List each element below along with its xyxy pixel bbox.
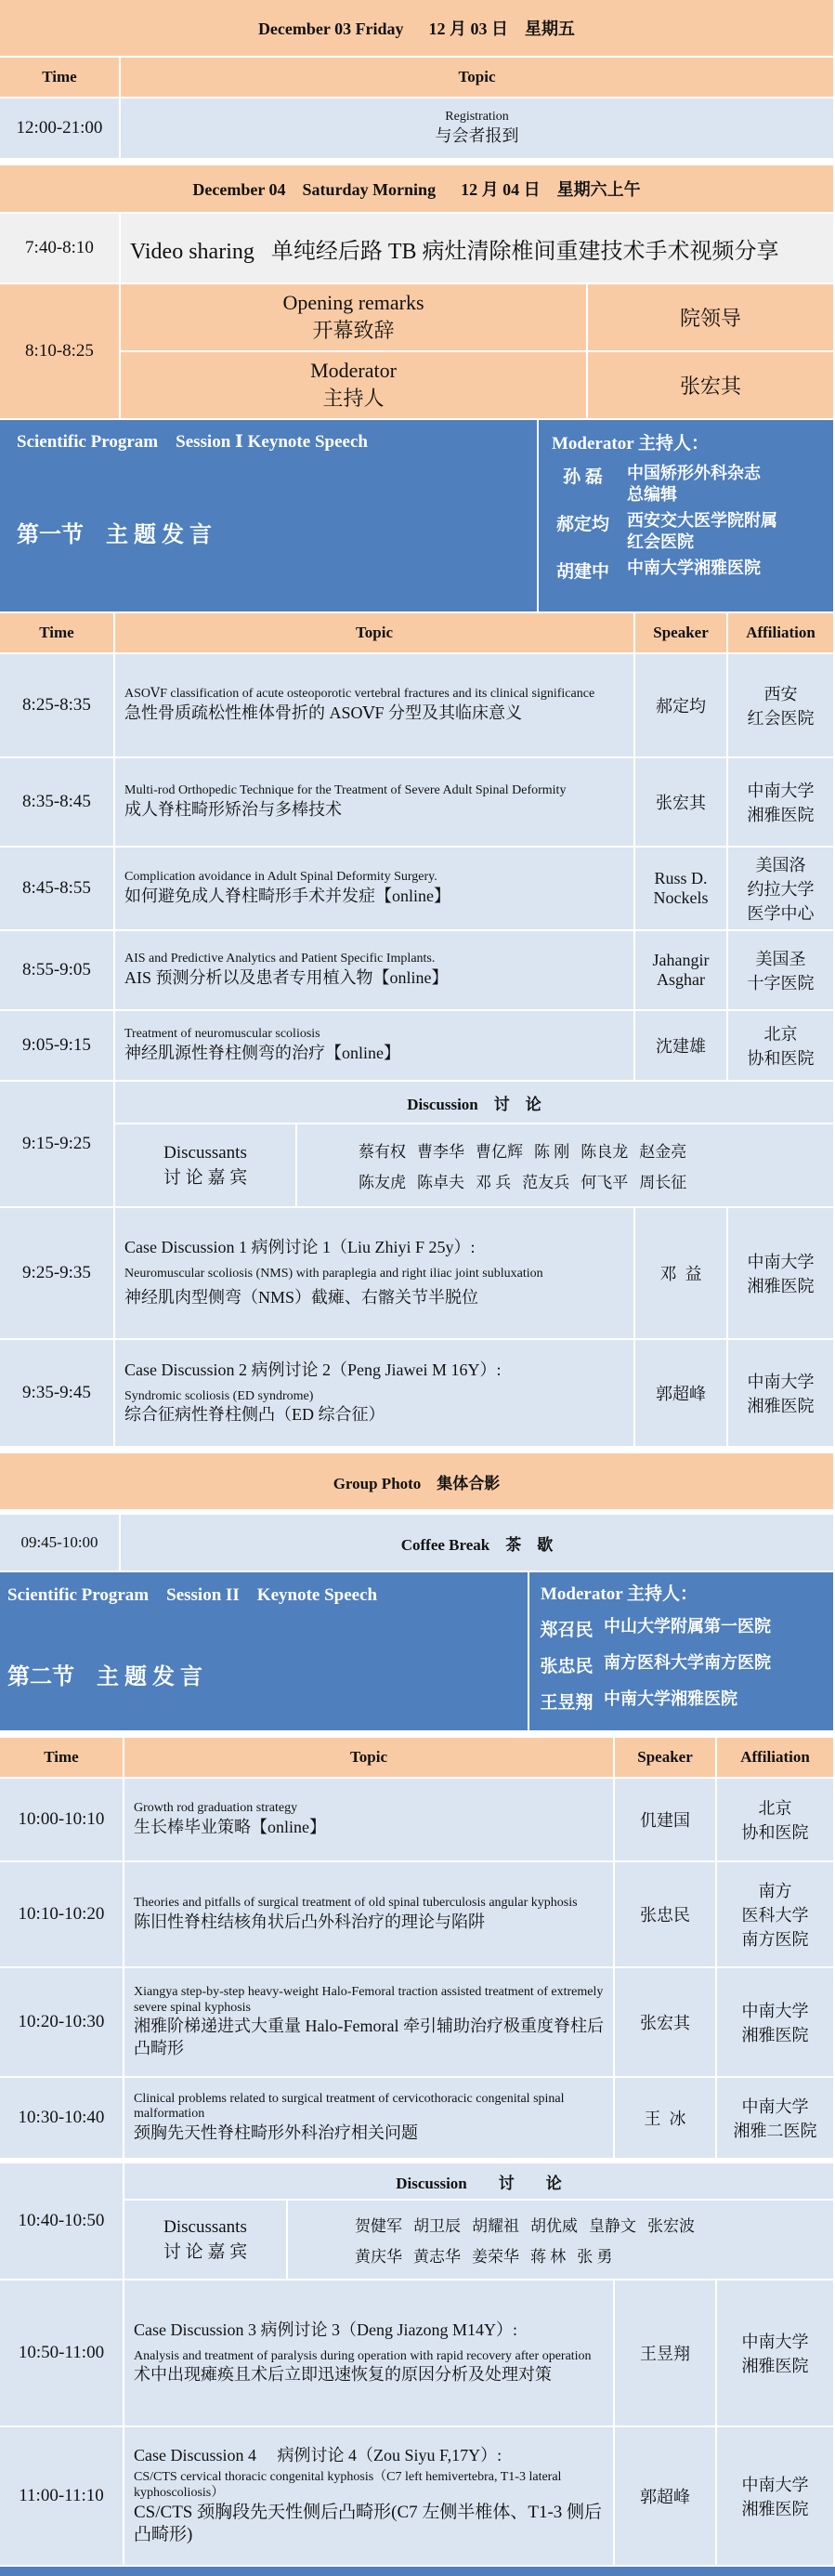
talk-topic: AIS and Predictive Analytics and Patient Specific Implants. AIS 预测分析以及患者专用植入物【online】 — [115, 931, 635, 1011]
opening-moderator-person: 张宏其 — [588, 352, 835, 420]
talk-topic: Multi-rod Orthopedic Technique for the Treatment of Severe Adult Spinal Deformity 成人脊柱畸形矫治与多棒技术 — [115, 758, 635, 848]
discussion-time: 9:15-9:25 — [0, 1082, 115, 1208]
case-speaker: 王昱翔 — [615, 2280, 717, 2427]
session1-moderators: Moderator 主持人： 孙 磊 中国矫形外科杂志 总编辑 郝定均 西安交大医学院附属 红会医院 胡建中 中南大学湘雅医院 — [539, 420, 835, 613]
s1-header-speaker: Speaker — [635, 613, 728, 654]
talk-affiliation: 北京 协和医院 — [728, 1011, 835, 1082]
talk-affiliation: 西安 红会医院 — [728, 654, 835, 758]
day2-date-header: December 04 Saturday Morning 12 月 04 日 星期六上午 — [0, 165, 835, 214]
s2-header-time: Time — [0, 1738, 124, 1779]
discussants-label: Discussants 讨 论 嘉 宾 — [124, 2201, 288, 2280]
talk-time: 10:10-10:20 — [0, 1862, 124, 1968]
moderator-1: 郑召民 中山大学附属第一医院 — [540, 1617, 771, 1640]
discussants-label: Discussants 讨 论 嘉 宾 — [115, 1124, 297, 1208]
case-topic: Case Discussion 1 病例讨论 1（Liu Zhiyi F 25y）: Neuromuscular scoliosis (NMS) with paraplegia and right iliac joint subluxation 神经肌肉型侧弯（NMS）截瘫、右髂关节半脱位 — [115, 1208, 635, 1340]
talk-affiliation: 中南大学 湘雅二医院 — [717, 2078, 835, 2160]
video-topic: Video sharing 单纯经后路 TB 病灶清除椎间重建技术手术视频分享 — [121, 214, 835, 284]
talk-time: 8:45-8:55 — [0, 848, 115, 931]
talk-speaker: 张宏其 — [615, 1968, 717, 2078]
talk-speaker: Russ D. Nockels — [635, 848, 728, 931]
case-affiliation: 中南大学 湘雅医院 — [717, 2427, 835, 2567]
opening-remarks: Opening remarks 开幕致辞 — [121, 284, 588, 352]
case-speaker: 邓 益 — [635, 1208, 728, 1340]
case-speaker: 郭超峰 — [635, 1340, 728, 1448]
s1-header-topic: Topic — [115, 613, 635, 654]
case-affiliation: 中南大学 湘雅医院 — [717, 2280, 835, 2427]
moderator-2: 张忠民 南方医科大学南方医院 — [540, 1653, 771, 1676]
discussion-title: Discussion 讨 论 — [124, 2163, 835, 2201]
talk-affiliation: 美国洛 约拉大学 医学中心 — [728, 848, 835, 931]
opening-moderator: Moderator 主持人 — [121, 352, 588, 420]
talk-speaker: Jahangir Asghar — [635, 931, 728, 1011]
video-time: 7:40-8:10 — [0, 214, 121, 284]
s1-header-time: Time — [0, 613, 115, 654]
group-photo: Group Photo 集体合影 — [0, 1453, 835, 1511]
discussion-title: Discussion 讨 论 — [115, 1082, 835, 1124]
case-time: 11:00-11:10 — [0, 2427, 124, 2567]
registration-time: 12:00-21:00 — [0, 99, 121, 160]
session2-title: Scientific Program Session II Keynote Speech 第二节 主 题 发 言 — [0, 1572, 529, 1732]
talk-speaker: 张宏其 — [635, 758, 728, 848]
case-time: 9:25-9:35 — [0, 1208, 115, 1340]
registration-topic: Registration 与会者报到 — [121, 99, 835, 160]
talk-time: 9:05-9:15 — [0, 1011, 115, 1082]
s1-header-affiliation: Affiliation — [728, 613, 835, 654]
talk-speaker: 沈建雄 — [635, 1011, 728, 1082]
moderator-3: 胡建中 中南大学湘雅医院 — [555, 559, 761, 582]
opening-time: 8:10-8:25 — [0, 284, 121, 420]
talk-time: 8:55-9:05 — [0, 931, 115, 1011]
talk-topic: Xiangya step-by-step heavy-weight Halo-Femoral traction assisted treatment of extremely severe spinal kyphosis 湘雅阶梯递进式大重量 Halo-Femoral 牵引辅助治疗极重度脊柱后凸畸形 — [124, 1968, 615, 2078]
case-topic: Case Discussion 3 病例讨论 3（Deng Jiazong M14Y）: Analysis and treatment of paralysis during operation with rapid recovery after operation 术中出现瘫痪且术后立即迅速恢复的原因分析及处理对策 — [124, 2280, 615, 2427]
moderator-1: 孙 磊 中国矫形外科杂志 总编辑 — [563, 464, 761, 504]
talk-affiliation: 中南大学 湘雅医院 — [717, 1968, 835, 2078]
coffee-break: Coffee Break 茶 歇 — [121, 1515, 835, 1572]
case-topic: Case Discussion 2 病例讨论 2（Peng Jiawei M 16Y）: Syndromic scoliosis (ED syndrome) 综合征病性脊柱侧凸（ED 综合征） — [115, 1340, 635, 1448]
s2-header-speaker: Speaker — [615, 1738, 717, 1779]
s2-header-topic: Topic — [124, 1738, 615, 1779]
talk-affiliation: 北京 协和医院 — [717, 1779, 835, 1862]
talk-affiliation: 美国圣 十字医院 — [728, 931, 835, 1011]
discussion-time: 10:40-10:50 — [0, 2163, 124, 2280]
day1-date-header: December 03 Friday 12 月 03 日 星期五 — [0, 0, 835, 58]
talk-time: 8:35-8:45 — [0, 758, 115, 848]
talk-topic: Theories and pitfalls of surgical treatment of old spinal tuberculosis angular kyphosis 陈旧性脊柱结核角状后凸外科治疗的理论与陷阱 — [124, 1862, 615, 1968]
bottom-bar — [0, 2567, 835, 2576]
session1-title: Scientific Program Session Ⅰ Keynote Speech 第一节 主 题 发 言 — [0, 420, 539, 613]
opening-remarks-person: 院领导 — [588, 284, 835, 352]
talk-topic: Complication avoidance in Adult Spinal Deformity Surgery. 如何避免成人脊柱畸形手术并发症【online】 — [115, 848, 635, 931]
col-time-header: Time — [0, 58, 121, 99]
case-affiliation: 中南大学 湘雅医院 — [728, 1208, 835, 1340]
talk-speaker: 郝定均 — [635, 654, 728, 758]
discussants-names: 贺健军 胡卫辰 胡耀祖 胡优威 皇静文 张宏波 黄庆华 黄志华 姜荣华 蒋 林 张 勇 — [288, 2201, 835, 2280]
talk-time: 10:30-10:40 — [0, 2078, 124, 2160]
session2-moderators: Moderator 主持人： 郑召民 中山大学附属第一医院 张忠民 南方医科大学南方医院 王昱翔 中南大学湘雅医院 — [529, 1572, 835, 1732]
talk-speaker: 王 冰 — [615, 2078, 717, 2160]
coffee-time: 09:45-10:00 — [0, 1515, 121, 1572]
talk-time: 10:00-10:10 — [0, 1779, 124, 1862]
col-topic-header: Topic — [121, 58, 835, 99]
moderator-3: 王昱翔 中南大学湘雅医院 — [540, 1689, 737, 1713]
talk-topic: Growth rod graduation strategy 生长棒毕业策略【online】 — [124, 1779, 615, 1862]
case-topic: Case Discussion 4 病例讨论 4（Zou Siyu F,17Y）: CS/CTS cervical thoracic congenital kyphosis（C7 left hemivertebra, T1-3 lateral kyphoscoliosis） CS/CTS 颈胸段先天性侧后凸畸形(C7 左侧半椎体、T1-3 侧后凸畸形) — [124, 2427, 615, 2567]
case-time: 10:50-11:00 — [0, 2280, 124, 2427]
talk-time: 10:20-10:30 — [0, 1968, 124, 2078]
talk-affiliation: 中南大学 湘雅医院 — [728, 758, 835, 848]
s2-header-affiliation: Affiliation — [717, 1738, 835, 1779]
case-affiliation: 中南大学 湘雅医院 — [728, 1340, 835, 1448]
talk-affiliation: 南方 医科大学 南方医院 — [717, 1862, 835, 1968]
moderator-2: 郝定均 西安交大医学院附属 红会医院 — [555, 511, 777, 551]
talk-topic: ASOⅤF classification of acute osteoporotic vertebral fractures and its clinical significance 急性骨质疏松性椎体骨折的 ASOⅤF 分型及其临床意义 — [115, 654, 635, 758]
talk-time: 8:25-8:35 — [0, 654, 115, 758]
case-time: 9:35-9:45 — [0, 1340, 115, 1448]
talk-speaker: 仉建国 — [615, 1779, 717, 1862]
talk-topic: Treatment of neuromuscular scoliosis 神经肌源性脊柱侧弯的治疗【online】 — [115, 1011, 635, 1082]
talk-topic: Clinical problems related to surgical treatment of cervicothoracic congenital spinal malformation 颈胸先天性脊柱畸形外科治疗相关问题 — [124, 2078, 615, 2160]
talk-speaker: 张忠民 — [615, 1862, 717, 1968]
discussants-names: 蔡有权 曹李华 曹亿辉 陈 刚 陈良龙 赵金亮 陈友虎 陈卓夫 邓 兵 范友兵 何飞平 周长征 — [297, 1124, 835, 1208]
case-speaker: 郭超峰 — [615, 2427, 717, 2567]
